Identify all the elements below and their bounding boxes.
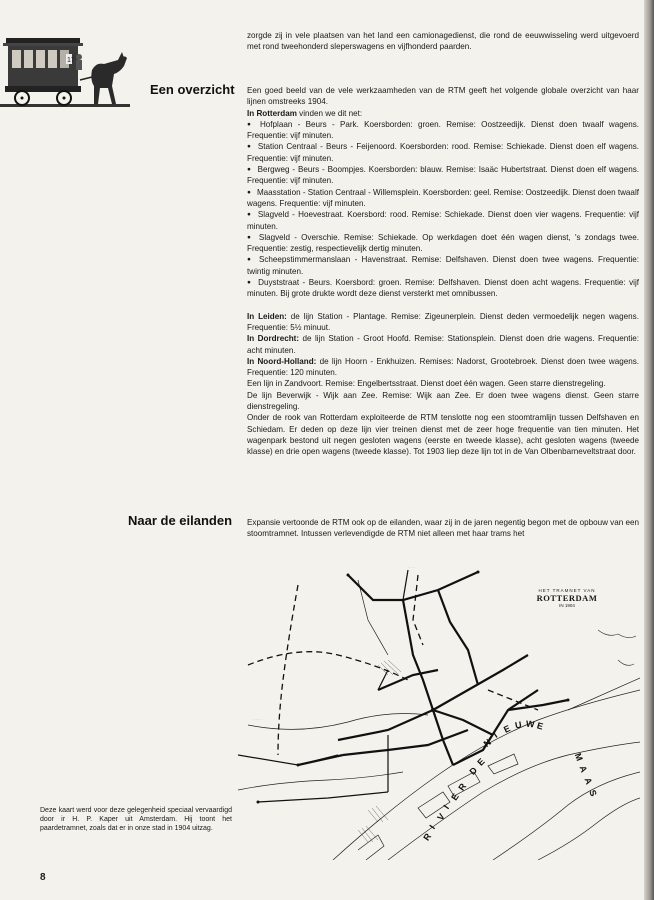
line-item: ● Slagveld - Hoevestraat. Koersbord: rood. Remise: Schiekade. Dienst doen vier wagens. Frequentie: vijf minuten. [247,209,639,232]
river-letter: N [481,737,493,749]
river-letter: R [421,831,434,843]
line-item: ● Hofplaan - Beurs - Park. Koersborden: groen. Remise: Oostzeedijk. Dienst doen twaalf wagens. Frequentie: vijf minuten. [247,119,639,142]
river-letter: R [456,781,469,793]
map-title-city: ROTTERDAM [536,593,598,603]
river-letter: A [582,776,595,786]
islands-paragraph: Expansie vertoonde de RTM ook op de eilanden, waar zij in de jaren negentig begon met de opbouw van een stoomtramnet. Intussen verlevendigde de RTM niet alleen met haar trams het [247,518,639,539]
map-title-year: IN 1904 [559,603,575,608]
zandvoort-paragraph: Een lijn in Zandvoort. Remise: Engelbertsstraat. Dienst doet één wagen. Geen starre dienstregeling. [247,379,606,389]
river-letter: U [514,719,523,731]
svg-text:· · · ·: · · · · [408,565,415,569]
horse-tram-illustration [0,30,130,112]
svg-text:· · ·: · · · [608,632,613,636]
dordrecht-paragraph: In Dordrecht: de lijn Station - Groot Hoofd. Remise: Stationsplein. Dienst doen drie wagens. Frequentie: acht minuten. [247,334,639,355]
overview-section [247,85,639,458]
line-item: ● Station Centraal - Beurs - Feijenoord. Koersborden: rood. Remise: Schiekade. Dienst doen elf wagens. Frequentie: vijf minuten. [247,141,639,164]
river-letter: S [587,788,599,798]
river-letter: I [427,823,438,831]
rotterdam-intro: In Rotterdam vinden we dit net: [247,108,363,118]
river-letter: E [475,756,487,768]
overview-intro: Een goed beeld van de vele werkzaamheden van de RTM geeft het volgende globale overzicht van haar lijnen omstreeks 1904. [247,86,639,107]
intro-paragraph: zorgde zij in vele plaatsen van het land een camionagedienst, die rond de eeuwwisseling werd uitgevoerd met rond tweehonderd sleperswagens en vijfhonderd paarden. [247,31,639,52]
line-item: ● Bergweg - Beurs - Boompjes. Koersborden: blauw. Remise: Isaäc Hubertstraat. Dienst doen elf wagens. Frequentie: vijf minuten. [247,164,639,187]
svg-text:17: 17 [67,57,75,64]
river-letter: E [502,723,512,735]
page-edge [644,0,654,900]
river-letter: D [467,765,480,777]
river-letter: E [449,791,461,803]
map-caption: Deze kaart werd voor deze gelegenheid speciaal vervaardigd door ir H. P. Kaper uit Amsterdam. Hij toont het paardetramnet, zoals dat er in onze stad in 1904 uitzag. [40,807,232,833]
river-letter: I [441,803,452,811]
river-letter: A [577,764,590,774]
river-letter: M [572,751,585,763]
line-item: ● Slagveld - Overschie. Remise: Schiekade. Op werkdagen doet één wagen dienst, 's zondags twee. Frequentie: zestig, respectievelijk dertig minuten. [247,232,639,255]
svg-text:· · · · · ·: · · · · · · [252,717,263,721]
leiden-paragraph: In Leiden: de lijn Station - Plantage. Remise: Zigeunerplein. Dienst deden vermoedelijk negen wagens. Frequentie: 5½ minuut. [247,311,639,332]
river-letter: E [535,720,545,732]
line-item: ● Scheepstimmermanslaan - Havenstraat. Remise: Delfshaven. Dienst doen twee wagens. Frequentie: twintig minuten. [247,254,639,277]
line-item: ● Maasstation - Station Centraal - Willemsplein. Koersborden: geel. Remise: Oostzeedijk. Dienst doen twaalf wagens. Frequentie: vijf minuten. [247,187,639,210]
noord-holland-paragraph: In Noord-Holland: de lijn Hoorn - Enkhuizen. Remises: Nadorst, Grootebroek. Dienst doen twee wagens. Frequentie: 120 minuten. [247,356,639,378]
beverwijk-paragraph: De lijn Beverwijk - Wijk aan Zee. Remise: Wijk aan Zee. Er doen twee wagens dienst. Geen starre dienstregeling. [247,390,639,412]
map-title [527,588,607,608]
river-letter: V [435,811,447,823]
heading-een-overzicht: Een overzicht [150,82,235,97]
line-item: ● Duyststraat - Beurs. Koersbord: groen. Remise: Delfshaven. Dienst doen acht wagens. Frequentie: vijf minuten. Bij grote drukte wordt deze dienst versterkt met omnibussen. [247,277,639,300]
heading-naar-de-eilanden: Naar de eilanden [128,513,233,528]
delfshaven-paragraph: Onder de rook van Rotterdam exploiteerde de RTM tenslotte nog een stoomtramlijn tussen Delfshaven en Schiedam. Er deden op deze lijn vier treinen dienst met de zeer hoge frequentie van tien minuten. Het wagenpark bestond uit negen gesloten wagens (eerste en tweede klasse), acht gesloten wagens (tweede klasse) en drie open wagens (tweede klasse). Tot 1903 liep deze lijn tot in de Van Olbenbarneveltstraat door. [247,413,639,457]
page-number: 8 [40,872,46,883]
river-letter: W [525,718,535,730]
map-title-small: HET TRAMNET VAN [538,588,596,593]
river-letter: I [491,730,500,740]
